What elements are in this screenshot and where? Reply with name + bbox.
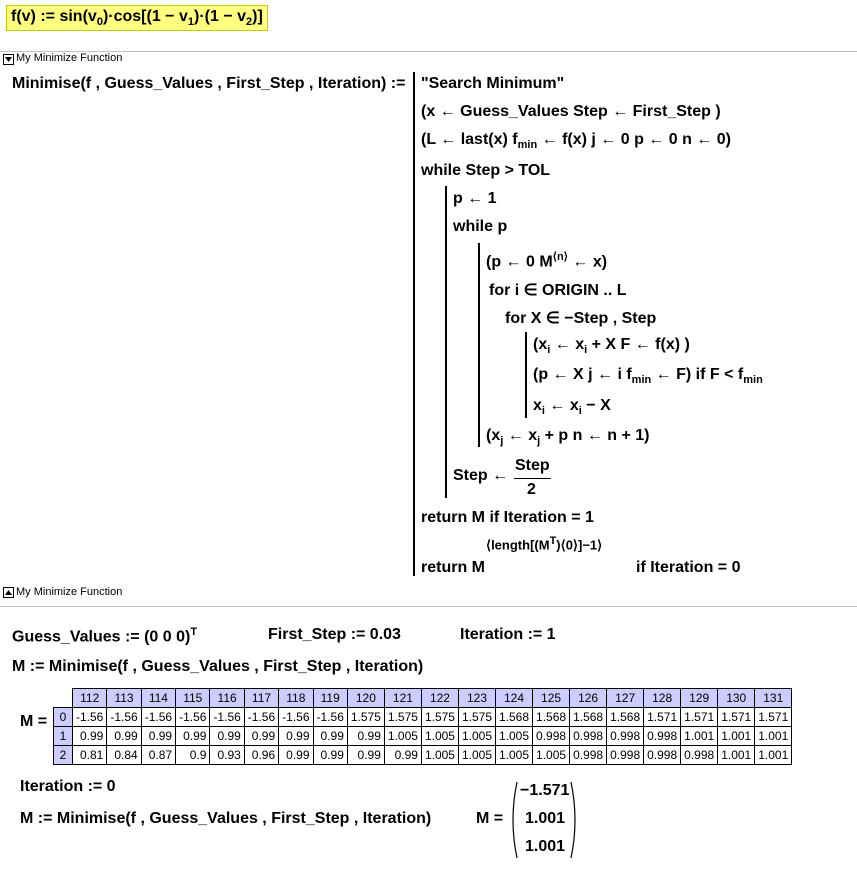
matrix-cell[interactable]: 1.001 [755,727,792,746]
program-line-4: while Step > TOL [421,162,551,179]
matrix-cell[interactable]: 0.998 [644,746,681,765]
matrix-row-index: 0 [54,708,73,727]
matrix-cell[interactable]: 1.571 [718,708,755,727]
matrix-cell[interactable]: 1.001 [755,746,792,765]
matrix-cell[interactable]: 1.005 [421,746,458,765]
matrix-cell[interactable]: 1.005 [458,746,495,765]
matrix-cell[interactable]: 1.568 [607,708,644,727]
matrix-column-header: 127 [607,689,644,708]
matrix-cell[interactable]: 0.998 [607,727,644,746]
program-line-13: ($x_j$ ← $x_j + p$ n ← n + 1) [486,427,650,448]
program-line-7: (p ← 0 $M^{⟨n⟩}$ ← x) [486,251,608,271]
matrix-cell[interactable]: 1.005 [533,746,570,765]
matrix-cell[interactable]: 1.005 [421,727,458,746]
matrix-column-header: 114 [141,689,175,708]
matrix-cell[interactable]: 0.99 [313,746,347,765]
matrix-cell[interactable]: 0.87 [141,746,175,765]
program-line-11: (p ← X j ← i $f_{min}$ ← F) if $F < f_{min}$ [533,366,763,387]
matrix-cell[interactable]: 0.96 [244,746,278,765]
function-definition[interactable] [6,5,268,31]
collapse-toggle-icon[interactable] [3,54,14,65]
matrix-column-header: 119 [313,689,347,708]
region-title-top[interactable]: My Minimize Function [16,52,123,64]
matrix-cell[interactable]: -1.56 [279,708,313,727]
matrix-cell[interactable]: 0.99 [384,746,421,765]
vector-right-paren [570,781,580,864]
matrix-cell[interactable]: 0.9 [176,746,210,765]
sin-term: $\sin(v_0)$ [59,8,109,29]
matrix-cell[interactable]: 0.99 [210,727,244,746]
matrix-column-header: 116 [210,689,244,708]
region-separator-top [0,51,857,52]
program-line-15: return M if Iteration = 1 [421,509,594,526]
first-step-definition[interactable]: First_Step := 0.03 [268,626,401,643]
program-line-2: (x ← Guess_Values Step ← First_Step ) [421,103,721,120]
matrix-row [54,746,792,765]
matrix-column-header: 112 [73,689,107,708]
matrix-cell[interactable]: 1.001 [718,746,755,765]
matrix-cell[interactable]: 0.99 [107,727,141,746]
matrix-cell[interactable]: 0.998 [681,746,718,765]
iteration-definition[interactable]: Iteration := 1 [460,626,556,643]
cos-term: ·cos [108,8,142,25]
vector-result-label: M = [476,810,504,827]
matrix-cell[interactable]: 0.99 [313,727,347,746]
matrix-cell[interactable]: -1.56 [313,708,347,727]
matrix-cell[interactable]: 1.005 [496,727,533,746]
for-bracket [525,332,527,418]
matrix-cell[interactable]: 1.568 [570,708,607,727]
program-line-1: "Search Minimum" [421,75,565,92]
while-bracket [445,186,447,498]
program-line-6: while p [453,218,508,235]
vector-entry-1: 1.001 [525,810,566,827]
matrix-cell[interactable]: -1.56 [107,708,141,727]
matrix-cell[interactable]: -1.56 [244,708,278,727]
matrix-cell[interactable]: 0.998 [570,746,607,765]
program-line-12: $x_i$ ← $x_i - X$ [533,397,611,418]
matrix-cell[interactable]: 1.571 [644,708,681,727]
program-line-10: ($x_i$ ← $x_i + X$ F ← f(x) ) [533,336,690,357]
matrix-cell[interactable]: 1.005 [496,746,533,765]
program-line-16: return M [421,559,485,576]
matrix-column-header: 131 [755,689,792,708]
step-fraction-numerator: Step [515,457,550,474]
step-fraction-denominator: 2 [527,481,536,498]
region-separator-bottom [0,606,857,607]
matrix-column-header: 113 [107,689,141,708]
matrix-cell[interactable]: 0.998 [607,746,644,765]
matrix-row-index: 1 [54,727,73,746]
result-matrix-table[interactable] [53,688,792,765]
matrix-cell[interactable]: -1.56 [141,708,175,727]
matrix-cell[interactable]: 1.575 [458,708,495,727]
matrix-cell[interactable]: 0.99 [347,746,384,765]
minimise-call-second[interactable]: M := Minimise(f , Guess_Values , First_Step , Iteration) [20,810,432,827]
f-lhs: f(v) := [11,8,55,25]
matrix-column-header: 123 [458,689,495,708]
matrix-cell[interactable]: 1.005 [384,727,421,746]
matrix-cell[interactable]: 0.99 [141,727,175,746]
matrix-cell[interactable]: -1.56 [73,708,107,727]
matrix-cell[interactable]: -1.56 [176,708,210,727]
matrix-cell[interactable]: 0.99 [73,727,107,746]
matrix-cell[interactable]: 0.99 [347,727,384,746]
fraction-bar [514,478,551,479]
vector-entry-2: 1.001 [525,838,566,855]
matrix-cell[interactable]: 0.998 [533,727,570,746]
matrix-column-header: 124 [496,689,533,708]
matrix-column-header: 128 [644,689,681,708]
matrix-row [54,708,792,727]
matrix-cell[interactable]: 0.99 [279,746,313,765]
matrix-cell[interactable]: 1.568 [533,708,570,727]
matrix-cell[interactable]: 1.575 [384,708,421,727]
program-line-5: p ← 1 [453,190,497,207]
matrix-column-header: 115 [176,689,210,708]
matrix-cell[interactable]: 1.571 [681,708,718,727]
matrix-column-header: 126 [570,689,607,708]
matrix-cell[interactable]: 1.571 [755,708,792,727]
matrix-column-header: 125 [533,689,570,708]
matrix-column-header: 122 [421,689,458,708]
inner-while-bracket [478,243,480,447]
vector-left-paren [508,781,518,864]
matrix-cell[interactable]: 0.99 [279,727,313,746]
cos-argument: $[(1 - v_1)\cdot(1 - v_2)]$ [141,8,263,29]
program-line-9: for X ∈ −Step , Step [505,310,657,327]
program-line-16-superscript: $⟨length[(M^T)⟨0⟩]-1⟩$ [486,535,603,553]
matrix-cell[interactable]: 0.998 [644,727,681,746]
matrix-cell[interactable]: 0.84 [107,746,141,765]
matrix-cell[interactable]: 0.93 [210,746,244,765]
matrix-corner [54,689,73,708]
matrix-label: M = [20,713,48,730]
matrix-cell[interactable]: -1.56 [210,708,244,727]
matrix-column-header: 121 [384,689,421,708]
matrix-column-header: 130 [718,689,755,708]
matrix-column-header: 120 [347,689,384,708]
matrix-column-header: 129 [681,689,718,708]
matrix-column-header: 117 [244,689,278,708]
matrix-cell[interactable]: 1.001 [681,727,718,746]
program-bracket-outer [413,72,415,576]
matrix-cell[interactable]: 1.575 [347,708,384,727]
matrix-cell[interactable]: 0.81 [73,746,107,765]
matrix-row-index: 2 [54,746,73,765]
matrix-cell[interactable]: 0.998 [570,727,607,746]
matrix-cell[interactable]: 1.575 [421,708,458,727]
matrix-column-header: 118 [279,689,313,708]
region-title-bottom[interactable]: My Minimize Function [16,586,123,598]
matrix-cell[interactable]: 1.005 [458,727,495,746]
program-header[interactable]: Minimise(f , Guess_Values , First_Step , Iteration) := [12,75,406,92]
vector-entry-0: −1.571 [520,782,570,799]
matrix-row [54,727,792,746]
matrix-cell[interactable]: 1.001 [718,727,755,746]
program-line-8: for i ∈ ORIGIN .. L [489,282,627,299]
iteration-zero-definition[interactable]: Iteration := 0 [20,778,116,795]
expand-toggle-icon[interactable] [3,587,14,598]
guess-values-definition[interactable]: Guess_Values := (0 0 0)$^T$ [12,626,198,646]
program-line-14: Step ← [453,467,509,484]
matrix-cell[interactable]: 0.99 [244,727,278,746]
matrix-cell[interactable]: 0.99 [176,727,210,746]
matrix-cell[interactable]: 1.568 [496,708,533,727]
matrix-header-row [54,689,792,708]
program-line-16-condition: if Iteration = 0 [636,559,741,576]
program-line-3: (L ← last(x) $f_{min}$ ← f(x) j ← 0 p ← 0 n ← 0) [421,131,731,152]
minimise-call[interactable]: M := Minimise(f , Guess_Values , First_Step , Iteration) [12,658,424,675]
